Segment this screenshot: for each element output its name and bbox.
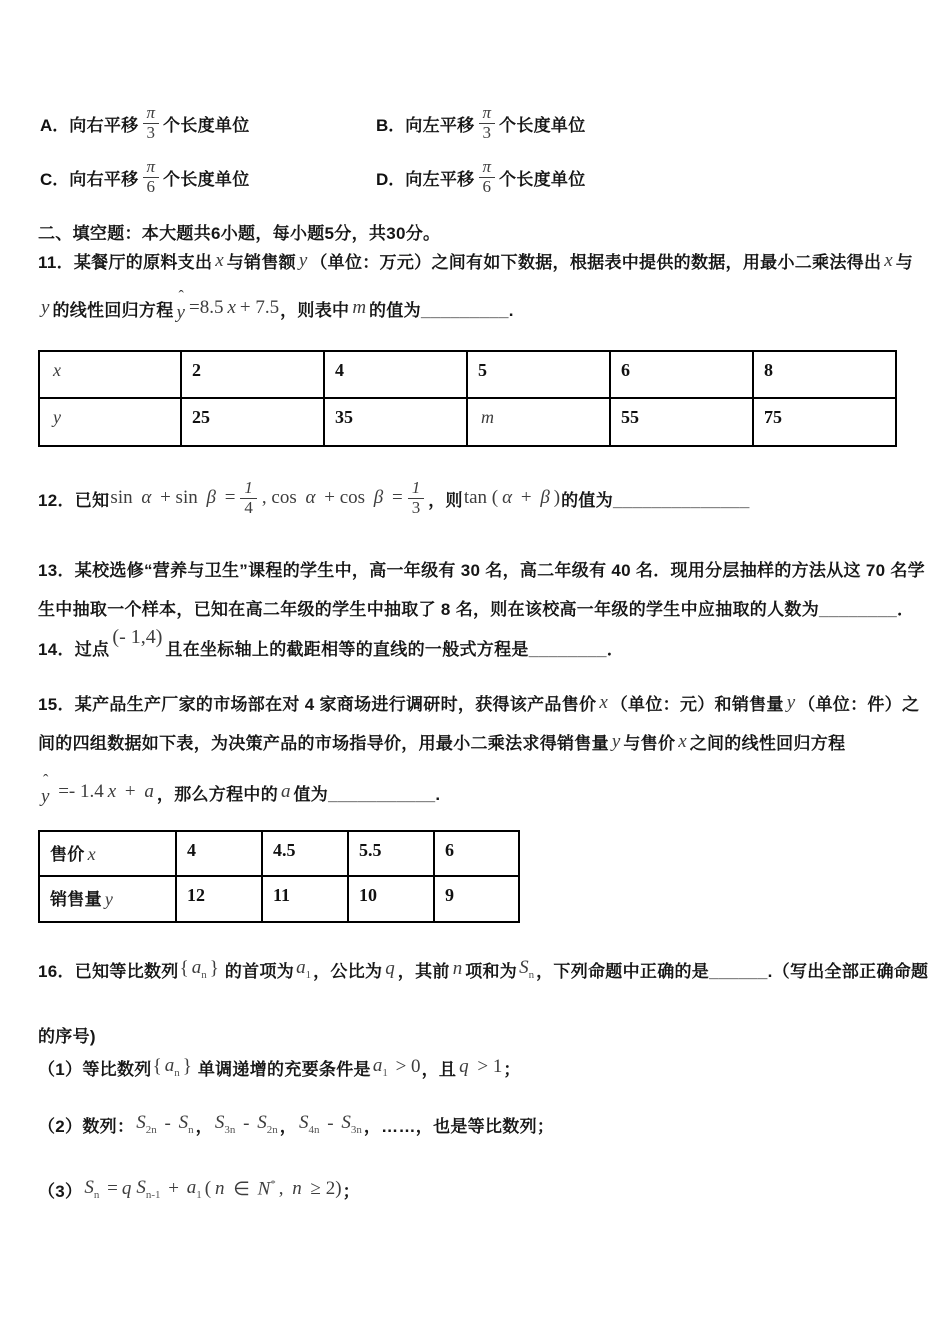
text-run: ，下列命题中正确的是______.（写出全部正确命题 [536,961,929,981]
question-16-item3 [38,1166,360,1212]
text-run: 12．已知 [38,490,110,510]
math-text: - [322,1113,339,1134]
math-text: ) [553,487,561,508]
math-fraction: $\frac{\pi}{3}$ [478,104,495,142]
text-run: 25 [192,407,210,427]
question-15-table [38,830,520,923]
math-text: + sin [155,487,203,508]
subscripted-variable: $a_n$ [164,1055,180,1079]
math-text: y [298,249,308,271]
subscripted-variable: $S_n$ [178,1112,194,1136]
question-11-line1 [38,248,913,273]
math-text: y [611,730,621,752]
option-d [376,152,586,202]
math-text: > 0 [390,1056,421,1077]
text-run: 向右平移 [69,115,139,135]
table-cell [753,351,896,398]
text-run: ，则表中 [280,300,350,320]
table-cell [348,876,434,922]
math-text: - [238,1113,255,1134]
math-text: ∈ [228,1178,255,1200]
subscripted-variable: $S_{3n}$ [341,1112,362,1136]
table-cell [39,351,181,398]
text-run: （3） [38,1181,83,1201]
math-text: x [227,297,236,318]
text-run: C． [40,169,70,189]
text-run: ，其前 [397,961,450,981]
text-run: 12 [187,885,205,905]
text-run: 11 [273,885,291,905]
text-run: 单调递增的充要条件是 [192,1059,371,1079]
section-header [38,219,440,244]
question-15-line2 [38,729,845,754]
math-text: a [281,781,291,802]
math-fraction: $\frac{\pi}{6}$ [478,158,495,196]
text-run: 生中抽取一个样本，已知在高二年级的学生中抽取了 8 名，则在该校高一年级的学生中应抽取的人数为________． [38,600,915,619]
text-run: 4 [187,840,196,860]
text-run: 75 [764,407,782,427]
math-text: , [278,1178,289,1199]
data-table [38,350,897,447]
text-run: 10 [359,885,377,905]
text-run: ，则 [428,490,463,510]
math-text: } [182,1056,192,1077]
text-run: 14．过点 [38,639,110,659]
math-text: = [219,487,236,508]
math-text: n [215,1178,225,1199]
option-c [40,152,250,202]
math-text: + [120,781,141,802]
text-run: 之间的线性回归方程 [689,734,846,753]
question-16-item1 [38,1046,521,1088]
text-run: 11．某餐厅的原料支出 [38,253,213,272]
table-cell [610,351,753,398]
math-text: α [502,487,513,508]
math-text: n [292,1178,302,1199]
text-run: ； [503,1059,521,1079]
text-run: 向左平移 [405,169,475,189]
math-text: β [540,487,550,508]
text-run: 35 [335,407,353,427]
subscripted-variable: $S_n$ [84,1177,100,1201]
question-15-formula [38,772,440,812]
subscripted-variable: $S_{2n}$ [136,1112,157,1136]
subscripted-variable: $S_n$ [519,957,535,981]
text-run: 4.5 [273,840,296,860]
math-text: y [41,297,50,318]
math-text: =8.5 [188,297,224,318]
question-13-line1 [38,556,925,581]
text-run: 项和为 [465,961,518,981]
table-cell [262,876,348,922]
table-cell [324,351,467,398]
math-text: ≥ 2) [305,1178,342,1199]
text-run: 销售量 [50,890,102,909]
text-run: 的序号) [38,1027,96,1046]
math-text: , cos [261,487,302,508]
text-run: 55 [621,407,639,427]
question-12-line [38,466,750,530]
math-fraction: $\frac{1}{3}$ [408,479,425,517]
math-text: x [53,360,61,380]
text-run: ， [279,1116,298,1136]
math-text: x [87,844,96,864]
math-fraction: $\frac{1}{4}$ [240,479,257,517]
text-run: 8 [764,360,773,380]
math-text: α [141,487,152,508]
text-run: 的值为______________ [561,490,750,510]
text-run: ，公比为 [313,961,383,981]
table-cell [324,398,467,446]
math-text: sin [110,487,138,508]
text-run: A． [40,115,70,135]
subscripted-variable: $S_{2n}$ [257,1112,278,1136]
hat-variable: ˆ y [41,771,50,807]
text-run: 的线性回归方程 [52,300,174,320]
math-text: m [352,297,367,318]
text-run: 个长度单位 [163,169,250,189]
text-run: 16．已知等比数列 [38,961,179,981]
text-run: （单位：元）和销售量 [610,695,784,714]
table-cell [434,831,519,876]
question-13-line2 [38,595,914,620]
text-run: 9 [445,885,454,905]
text-run: 5.5 [359,840,382,860]
data-table [38,830,520,923]
table-cell [262,831,348,876]
math-text: + cos [319,487,370,508]
hat-variable: ˆ y [176,287,185,323]
subscripted-variable: $a_1$ [186,1177,202,1201]
text-run: 13．某校选修“营养与卫生”课程的学生中，高一年级有 30 名，高二年级有 40 名．现用分层抽样的方法从这 70 名学 [38,561,925,580]
math-text: { [152,1056,162,1077]
subscripted-variable: $S_{4n}$ [299,1112,320,1136]
math-text: α [305,487,316,508]
table-cell [181,351,324,398]
table-cell [181,398,324,446]
math-text: β [373,487,384,508]
text-run: 个长度单位 [499,169,586,189]
text-run: 的首项为 [219,961,295,981]
table-cell [176,831,262,876]
math-text: m [481,407,494,427]
text-run: ，……，也是等比数列； [363,1116,555,1136]
subscripted-variable: $a_n$ [191,957,207,981]
math-text: q [459,1056,469,1077]
math-text: } [209,958,219,979]
question-15-line1 [38,690,919,715]
table-cell [610,398,753,446]
math-text: y [786,691,796,713]
text-run: D． [376,169,406,189]
option-b [376,98,586,148]
question-11-line2 [38,286,514,330]
math-text: x [107,781,117,802]
text-run: 6 [445,840,454,860]
math-text: = [387,487,403,508]
math-text: ( [204,1178,212,1199]
text-run: ，那么方程中的 [156,784,278,804]
math-text: n [452,958,463,979]
math-text: y [104,889,113,909]
subscripted-variable: $a_1$ [372,1055,388,1079]
text-run: （1）等比数列 [38,1059,152,1079]
text-run: （单位：万元）之间有如下数据，根据表中提供的数据，用最小二乘法得出 [310,253,882,272]
math-text: x [215,249,224,271]
question-16-item2 [38,1102,554,1146]
math-text: (- 1,4) [112,625,163,648]
table-cell [753,398,896,446]
math-text: =- 1.4 [53,781,104,802]
text-run: 间的四组数据如下表，为决策产品的市场指导价，用最小二乘法求得销售量 [38,734,609,753]
math-text: = [102,1178,118,1199]
math-text: tan ( [463,487,499,508]
table-cell [467,351,610,398]
math-text: + [163,1178,184,1199]
text-run: 向左平移 [405,115,475,135]
math-text: q [385,958,395,979]
math-text: x [884,249,893,271]
text-run: 15．某产品生产厂家的市场部在对 4 家商场进行调研时，获得该产品售价 [38,695,597,714]
text-run: B． [376,115,406,135]
text-run: 4 [335,360,344,380]
math-text: + 7.5 [239,297,280,318]
text-run: 5 [478,360,487,380]
text-run: ， [195,1116,213,1136]
superscripted-variable: N* [257,1177,276,1200]
option-a [40,98,250,148]
table-cell [39,876,176,922]
question-11-table [38,350,897,447]
text-run: 个长度单位 [499,115,586,135]
math-text: y [53,407,61,427]
text-run: （2）数列： [38,1116,135,1136]
text-run: 与售价 [623,734,676,753]
math-text: - [159,1113,176,1134]
subscripted-variable: $S_{3n}$ [214,1112,236,1136]
text-run: 值为___________. [293,784,441,804]
subscripted-variable: $a_1$ [296,957,312,981]
math-text: a [144,781,154,802]
question-16-line2 [38,1022,96,1047]
text-run: （单位：件）之 [798,695,920,714]
table-cell [39,398,181,446]
question-16-line1 [38,948,928,990]
math-text: q [121,1178,132,1199]
text-run: 向右平移 [69,169,139,189]
subscripted-variable: $S_{n-1}$ [136,1177,161,1201]
math-text: β [206,487,216,508]
text-run: 二、填空题：本大题共6小题，每小题5分，共30分。 [38,224,441,243]
text-run: ； [342,1181,360,1201]
math-text: x [599,691,608,713]
table-cell [434,876,519,922]
table-cell [348,831,434,876]
math-fraction: $\frac{\pi}{3}$ [142,104,159,142]
text-run: 且在坐标轴上的截距相等的直线的一般式方程是________． [165,639,625,659]
math-text: { [179,958,189,979]
text-run: 与 [895,253,914,272]
question-14-line [38,626,624,668]
math-fraction: $\frac{\pi}{6}$ [142,158,159,196]
table-cell [176,876,262,922]
table-cell [467,398,610,446]
text-run: 2 [192,360,201,380]
text-run: 个长度单位 [163,115,250,135]
math-text: + [516,487,537,508]
text-run: 的值为_________. [369,300,514,320]
text-run: ，且 [421,1059,457,1079]
table-cell [39,831,176,876]
text-run: 6 [621,360,630,380]
text-run: 售价 [50,845,85,864]
text-run: 与销售额 [226,253,296,272]
math-text: x [678,730,687,752]
math-text: > 1 [472,1056,503,1077]
